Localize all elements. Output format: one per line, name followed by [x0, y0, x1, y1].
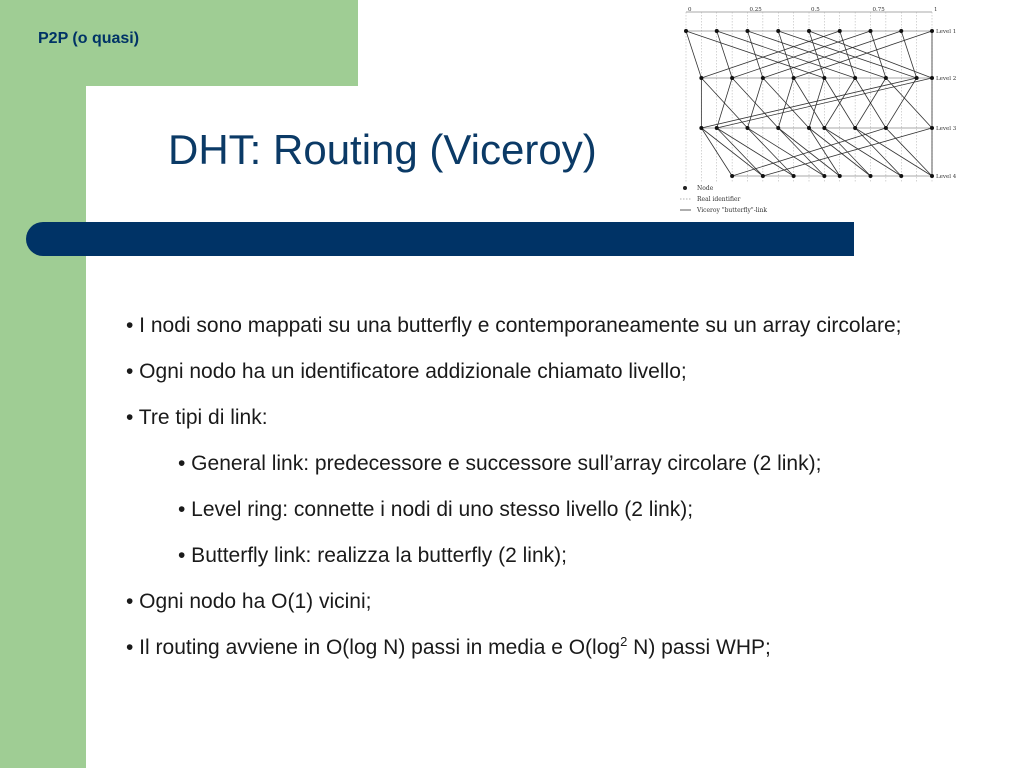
diagram-node	[684, 29, 688, 33]
diagram-node	[807, 29, 811, 33]
diagram-node	[884, 76, 888, 80]
diagram-node	[792, 174, 796, 178]
diagram-node	[730, 174, 734, 178]
legend-link-label: Viceroy "butterfly"-link	[697, 207, 768, 214]
diagram-node	[715, 126, 719, 130]
diagram-node	[699, 76, 703, 80]
tick-label: 0	[688, 7, 692, 13]
level-labels	[936, 29, 957, 180]
level-label: Level 2	[936, 76, 957, 82]
diagram-node	[699, 126, 703, 130]
diagram-node	[838, 29, 842, 33]
tick-label: 0.25	[749, 7, 762, 13]
diagram-node	[822, 174, 826, 178]
routing-text-before: • Il routing avviene in O(log N) passi in media e O(log	[126, 636, 621, 659]
diagram-node	[776, 126, 780, 130]
bullet-item: • Ogni nodo ha un identificatore addizionale chiamato livello;	[126, 360, 687, 383]
title-band	[26, 222, 854, 256]
diagram-node	[930, 29, 934, 33]
diagram-node	[792, 76, 796, 80]
legend-identifier-label: Real identifier	[697, 196, 741, 203]
bullet-list	[126, 312, 976, 680]
legend-node-label: Node	[697, 185, 714, 192]
diagram-node	[853, 76, 857, 80]
diagram-node	[930, 126, 934, 130]
sub-bullet-item: • General link: predecessore e successore sull’array circolare (2 link);	[178, 452, 822, 475]
diagram-node	[899, 29, 903, 33]
green-sidebar	[0, 0, 86, 768]
tick-label: 0.5	[811, 7, 820, 13]
routing-superscript: 2	[620, 634, 628, 649]
diagram-node	[869, 174, 873, 178]
viceroy-butterfly-diagram	[670, 2, 970, 218]
routing-text-after: N) passi WHP;	[627, 636, 771, 659]
diagram-node	[884, 126, 888, 130]
diagram-node	[930, 174, 934, 178]
diagram-node	[869, 29, 873, 33]
diagram-legend	[680, 185, 767, 214]
legend-node-marker	[683, 186, 687, 190]
diagram-node	[746, 29, 750, 33]
bullet-item-routing	[126, 634, 976, 661]
level-label: Level 4	[936, 174, 957, 180]
header-label: P2P (o quasi)	[38, 30, 140, 47]
tick-label: 0.75	[872, 7, 885, 13]
diagram-node	[915, 76, 919, 80]
tick-label: 1	[934, 7, 938, 13]
diagram-node	[761, 174, 765, 178]
diagram-node	[715, 29, 719, 33]
diagram-node	[746, 126, 750, 130]
diagram-node	[730, 76, 734, 80]
diagram-node	[838, 174, 842, 178]
bullet-item: • Tre tipi di link:	[126, 406, 268, 429]
level-label: Level 3	[936, 126, 957, 132]
diagram-node	[761, 76, 765, 80]
bullet-item: • Ogni nodo ha O(1) vicini;	[126, 590, 372, 613]
diagram-node	[822, 76, 826, 80]
identifier-grid	[686, 12, 932, 182]
sub-bullet-item: • Level ring: connette i nodi di uno stesso livello (2 link);	[178, 498, 694, 521]
bullet-item: • I nodi sono mappati su una butterfly e contemporaneamente su un array circolare;	[126, 314, 902, 337]
diagram-node	[822, 126, 826, 130]
sub-bullet-item: • Butterfly link: realizza la butterfly (2 link);	[178, 544, 567, 567]
diagram-node	[899, 174, 903, 178]
corner-curve	[86, 86, 146, 146]
diagram-node	[930, 76, 934, 80]
slide-title: DHT: Routing (Viceroy)	[168, 126, 597, 173]
level-label: Level 1	[936, 29, 957, 35]
diagram-node	[807, 126, 811, 130]
diagram-node	[853, 126, 857, 130]
diagram-node	[776, 29, 780, 33]
